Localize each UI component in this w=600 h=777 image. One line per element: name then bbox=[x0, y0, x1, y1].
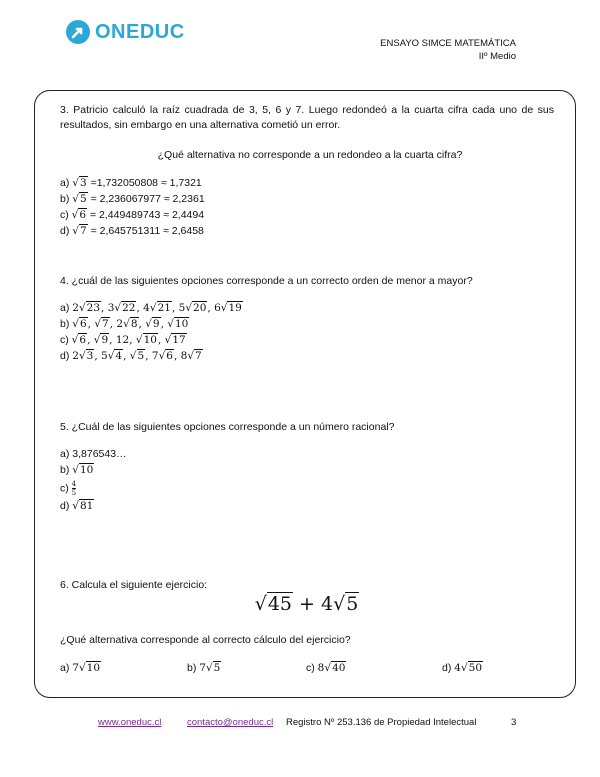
sqrt-term bbox=[72, 224, 87, 237]
email-link[interactable]: contacto@oneduc.cl bbox=[187, 717, 274, 728]
option-label: c) bbox=[306, 662, 318, 674]
doc-level: IIº Medio bbox=[478, 51, 516, 62]
q3-question: ¿Qué alternativa no corresponde a un redondeo a la cuarta cifra? bbox=[157, 149, 463, 161]
option-label: c) bbox=[60, 209, 72, 221]
radical-sign: √ bbox=[164, 334, 172, 346]
option-value: =1,732050808 bbox=[87, 177, 159, 189]
q5-option-c bbox=[60, 480, 76, 497]
radical-sign: √ bbox=[187, 350, 195, 362]
radical-sign: √ bbox=[78, 302, 86, 314]
rounded-value: 1,7321 bbox=[169, 177, 202, 189]
q4-text: 4. ¿cuál de las siguientes opciones corresponde a un correcto orden de menor a mayor? bbox=[60, 275, 473, 287]
page-number: 3 bbox=[511, 717, 517, 728]
coefficient: 12 bbox=[115, 334, 130, 346]
sqrt-term bbox=[72, 208, 87, 221]
separator: , bbox=[87, 334, 94, 346]
option-value: = 2,449489743 bbox=[87, 209, 161, 221]
option-label: b) bbox=[60, 193, 73, 205]
radicand: 5 bbox=[79, 193, 87, 205]
sqrt-term bbox=[116, 334, 129, 346]
separator: , bbox=[123, 350, 130, 362]
radical-sign: √ bbox=[72, 225, 79, 237]
option-label: b) bbox=[187, 662, 200, 674]
radicand: 19 bbox=[228, 302, 242, 314]
option-label: b) bbox=[60, 318, 73, 330]
radicand: 21 bbox=[157, 302, 171, 314]
radicand: 10 bbox=[79, 464, 94, 476]
q4-option-c bbox=[60, 334, 187, 346]
coefficient: 6 bbox=[214, 302, 221, 314]
radical-sign: √ bbox=[135, 334, 143, 346]
option-label: d) bbox=[442, 662, 455, 674]
coefficient: 7 bbox=[199, 662, 206, 674]
q5-option-d: d) √81 bbox=[60, 500, 94, 512]
radicand: 6 bbox=[79, 318, 87, 330]
option-label: d) bbox=[60, 500, 70, 512]
coefficient: 5 bbox=[178, 302, 186, 314]
coefficient: 3 bbox=[107, 302, 115, 314]
fraction: $\frac{4}{5}$ bbox=[71, 480, 77, 497]
q6-text: 6. Calcula el siguiente ejercicio: bbox=[60, 579, 208, 591]
separator: , bbox=[136, 302, 144, 314]
coefficient: 5 bbox=[101, 350, 108, 362]
radical-sign: √ bbox=[107, 350, 115, 362]
sqrt-term bbox=[454, 661, 483, 674]
q3-text: 3. Patricio calculó la raíz cuadrada de 3, 5, 6 y 7. Luego redondeó a la cuarta cifra cada uno de sus resultados, sin embargo en una alternativa cometió un error. bbox=[60, 104, 554, 131]
logo-icon bbox=[66, 20, 90, 44]
option-label: a) bbox=[60, 302, 73, 314]
option-label: d) bbox=[60, 225, 73, 237]
radical-sign: √ bbox=[78, 350, 86, 362]
radical-sign: √ bbox=[149, 302, 157, 314]
sqrt-term bbox=[179, 301, 208, 314]
radicand: 6 bbox=[79, 209, 87, 221]
separator: , bbox=[94, 350, 102, 362]
radical-sign: √ bbox=[114, 302, 122, 314]
sqrt-term bbox=[130, 349, 145, 362]
option-value: = 2,236067977 bbox=[87, 193, 161, 205]
website-link[interactable]: www.oneduc.cl bbox=[98, 717, 162, 728]
q4-option-a bbox=[60, 302, 243, 314]
separator: , bbox=[87, 318, 95, 330]
approx-sign: ≈ bbox=[160, 225, 172, 237]
sqrt-term bbox=[72, 301, 101, 314]
q3-option-c bbox=[60, 209, 204, 221]
q6-question: ¿Qué alternativa corresponde al correcto cálculo del ejercicio? bbox=[60, 634, 351, 646]
separator: , bbox=[173, 350, 181, 362]
separator: , bbox=[171, 302, 179, 314]
q3-option-a bbox=[60, 177, 202, 189]
radicand: 23 bbox=[86, 302, 101, 314]
radical-sign: √ bbox=[72, 193, 79, 205]
separator: , bbox=[145, 350, 152, 362]
approx-sign: ≈ bbox=[160, 209, 172, 221]
sqrt-term bbox=[116, 317, 138, 330]
q6-option-c bbox=[306, 662, 346, 674]
option-label: c) bbox=[60, 482, 69, 495]
separator: , bbox=[109, 318, 117, 330]
option-label: a) bbox=[60, 448, 70, 460]
q6-option-d bbox=[442, 662, 483, 674]
radical-sign: √ bbox=[72, 318, 79, 330]
sqrt-term bbox=[94, 317, 109, 330]
q3-option-b bbox=[60, 193, 205, 205]
radicand: 17 bbox=[172, 334, 186, 346]
separator: , bbox=[129, 334, 136, 346]
sqrt-term bbox=[72, 317, 87, 330]
option-label: b) bbox=[60, 464, 70, 476]
radicand: 6 bbox=[166, 350, 173, 362]
radicand: 10 bbox=[86, 662, 101, 674]
sqrt-term bbox=[199, 661, 221, 674]
separator: , bbox=[160, 318, 168, 330]
radical-sign: √ bbox=[129, 350, 137, 362]
rounded-value: 2,2361 bbox=[172, 193, 205, 205]
brand-logo bbox=[66, 20, 185, 44]
radicand: 9 bbox=[152, 318, 160, 330]
option-label: a) bbox=[60, 177, 73, 189]
radicand: 9 bbox=[101, 334, 109, 346]
separator: , bbox=[157, 334, 165, 346]
rounded-value: 2,6458 bbox=[171, 225, 204, 237]
sqrt-term bbox=[94, 333, 109, 346]
q5-option-b: b) √10 bbox=[60, 464, 94, 476]
radical-sign: √ bbox=[71, 209, 79, 221]
radicand: 8 bbox=[130, 318, 138, 330]
coefficient: 2 bbox=[72, 350, 79, 362]
radicand: 5 bbox=[137, 350, 145, 362]
radicand: 3 bbox=[79, 177, 87, 189]
radical-sign: √ bbox=[460, 662, 468, 674]
approx-sign: ≈ bbox=[160, 193, 173, 205]
sqrt-term bbox=[72, 192, 87, 205]
radical-sign: √ bbox=[220, 302, 228, 314]
sqrt-term bbox=[72, 661, 101, 674]
sqrt-term bbox=[181, 349, 203, 362]
radicand: 3 bbox=[86, 350, 94, 362]
sqrt-term bbox=[318, 661, 347, 674]
radicand: 5 bbox=[213, 662, 221, 674]
radical-sign: √ bbox=[167, 318, 174, 330]
q3-option-d bbox=[60, 225, 204, 237]
q6-option-a bbox=[60, 662, 101, 674]
doc-title: ENSAYO SIMCE MATEMÁTICA bbox=[380, 38, 516, 49]
coefficient: 4 bbox=[454, 662, 461, 674]
radical-sign: √ bbox=[93, 334, 101, 346]
radical-sign: √ bbox=[123, 318, 130, 330]
radicand: 7 bbox=[79, 225, 87, 237]
separator: , bbox=[207, 302, 215, 314]
sqrt-term bbox=[136, 333, 158, 346]
radicand: 10 bbox=[143, 334, 157, 346]
sqrt-term bbox=[167, 317, 189, 330]
approx-sign: ≈ bbox=[158, 177, 170, 189]
sqrt-term bbox=[165, 333, 187, 346]
radicand: 7 bbox=[195, 350, 202, 362]
option-label: a) bbox=[60, 662, 73, 674]
doc-header bbox=[380, 37, 516, 63]
radical-sign: √ bbox=[185, 302, 193, 314]
sqrt-term bbox=[145, 317, 160, 330]
coefficient: 7 bbox=[72, 662, 79, 674]
radical-sign: √ bbox=[94, 318, 102, 330]
radicand: 6 bbox=[79, 334, 87, 346]
q4-option-b bbox=[60, 318, 189, 330]
radical-sign: √ bbox=[205, 662, 213, 674]
q6-option-b bbox=[187, 662, 221, 674]
radicand: 10 bbox=[174, 318, 189, 330]
sqrt-term bbox=[72, 333, 87, 346]
radical-sign: √ bbox=[71, 334, 79, 346]
coefficient: 2 bbox=[116, 318, 124, 330]
brand-name: ONEDUC bbox=[95, 20, 185, 43]
option-value: 3,876543… bbox=[72, 448, 127, 460]
sqrt-term bbox=[108, 301, 137, 314]
radicand: 81 bbox=[79, 500, 94, 512]
q6-expression: √45 + 4√5 bbox=[254, 593, 359, 615]
sqrt-term bbox=[143, 301, 172, 314]
radicand: 22 bbox=[122, 302, 136, 314]
radical-sign: √ bbox=[158, 350, 166, 362]
radical-sign: √ bbox=[324, 662, 332, 674]
sqrt-term bbox=[152, 349, 174, 362]
q5-text: 5. ¿Cuál de las siguientes opciones corresponde a un número racional? bbox=[60, 421, 395, 433]
option-value: = 2,645751311 bbox=[87, 225, 161, 237]
sqrt-term bbox=[72, 176, 87, 189]
sqrt-term bbox=[214, 301, 243, 314]
radicand: 4 bbox=[115, 350, 123, 362]
coefficient: 2 bbox=[72, 302, 79, 314]
separator: , bbox=[109, 334, 116, 346]
coefficient: 4 bbox=[143, 302, 150, 314]
radical-sign: √ bbox=[145, 318, 152, 330]
rounded-value: 2,4494 bbox=[171, 209, 205, 221]
sqrt-term bbox=[72, 349, 94, 362]
q4-option-d bbox=[60, 350, 203, 362]
radicand: 20 bbox=[193, 302, 207, 314]
radicand: 7 bbox=[102, 318, 109, 330]
radical-sign: √ bbox=[78, 662, 86, 674]
radicand: 40 bbox=[332, 662, 346, 674]
coefficient: 8 bbox=[180, 350, 188, 362]
separator: , bbox=[101, 302, 108, 314]
separator: , bbox=[138, 318, 146, 330]
q5-option-a bbox=[60, 448, 127, 460]
coefficient: 7 bbox=[151, 350, 159, 362]
option-label: d) bbox=[60, 350, 73, 362]
radical-sign: √ bbox=[72, 177, 79, 189]
sqrt-term bbox=[101, 349, 123, 362]
coefficient: 8 bbox=[317, 662, 325, 674]
option-label: c) bbox=[60, 334, 72, 346]
registry-text: Registro Nº 253.136 de Propiedad Intelectual bbox=[286, 717, 477, 728]
radicand: 50 bbox=[468, 662, 483, 674]
